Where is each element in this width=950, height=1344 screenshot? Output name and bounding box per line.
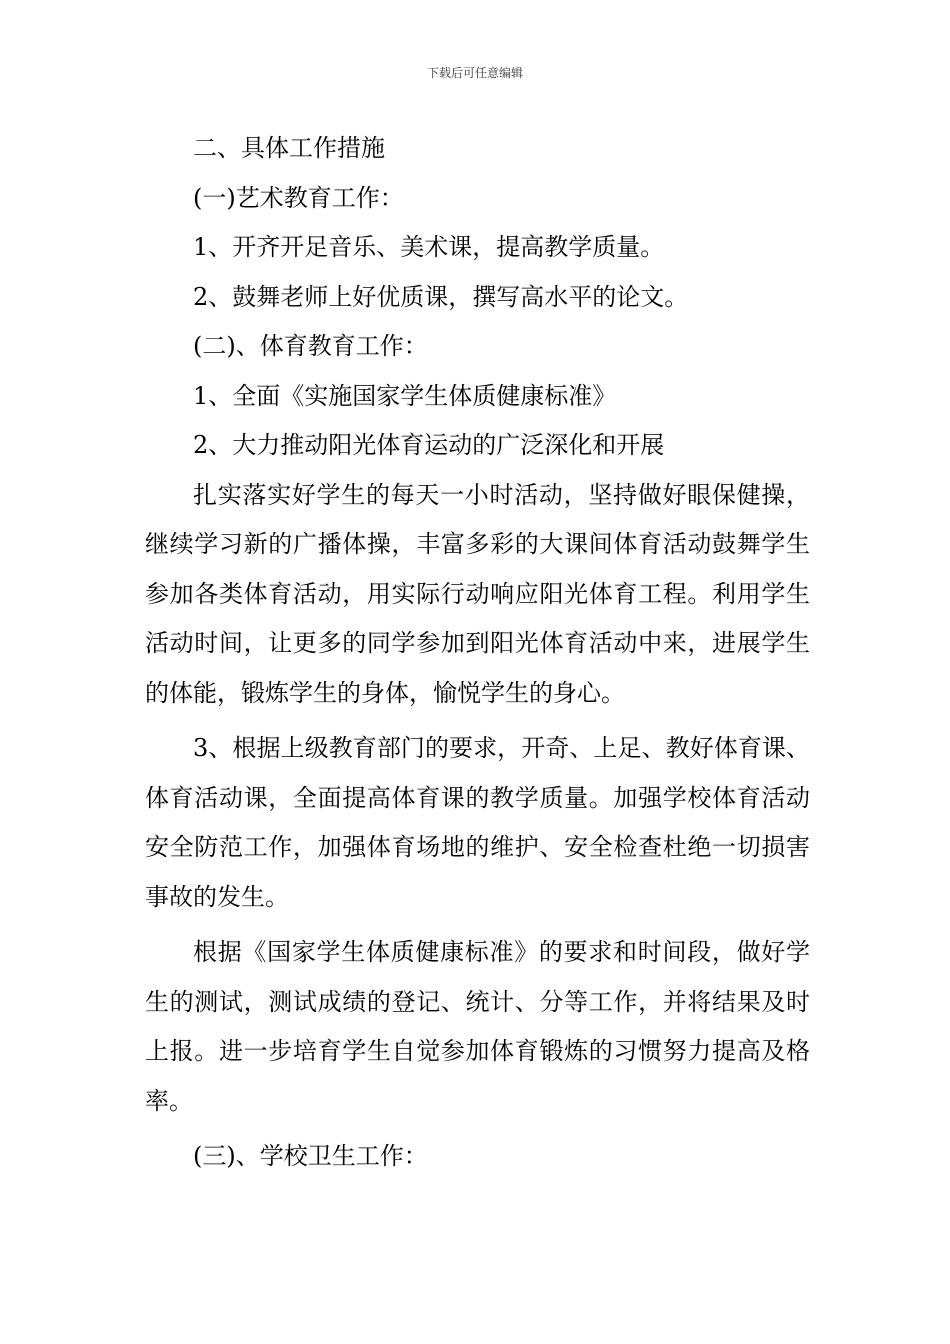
body-paragraph: 3、根据上级教育部门的要求，开奇、上足、教好体育课、体育活动课，全面提高体育课的教学质量。加强学校体育活动安全防范工作，加强体育场地的维护、安全检查杜绝一切损害事故的发生。 bbox=[145, 734, 810, 911]
list-item: 2、鼓舞老师上好优质课，撰写高水平的论文。 bbox=[193, 282, 689, 311]
list-item: 1、开齐开足音乐、美术课，提高教学质量。 bbox=[193, 233, 665, 261]
page-header: 下载后可任意编辑 bbox=[426, 66, 523, 80]
subsection-heading: (一)艺术教育工作： bbox=[193, 183, 404, 212]
subsection-heading: (三)、学校卫生工作： bbox=[193, 1142, 428, 1170]
list-item: 1、全面《实施国家学生体质健康标准》 bbox=[193, 381, 617, 410]
list-item: 2、大力推动阳光体育运动的广泛深化和开展 bbox=[193, 431, 665, 459]
section-heading: 二、具体工作措施 bbox=[193, 134, 385, 162]
body-paragraph: 扎实落实好学生的每天一小时活动，坚持做好眼保健操，继续学习新的广播体操，丰富多彩的大课间体育活动鼓舞学生参加各类体育活动，用实际行动响应阳光体育工程。利用学生活动时间，让更多的同学参加到阳光体育活动中来，进展学生的体能，锻炼学生的身体，愉悦学生的身心。 bbox=[145, 480, 810, 707]
document-body bbox=[145, 124, 810, 1182]
subsection-heading: (二)、体育教育工作： bbox=[193, 332, 428, 360]
body-paragraph: 根据《国家学生体质健康标准》的要求和时间段，做好学生的测试，测试成绩的登记、统计、分等工作，并将结果及时上报。进一步培育学生自觉参加体育锻炼的习惯努力提高及格率。 bbox=[145, 938, 810, 1115]
